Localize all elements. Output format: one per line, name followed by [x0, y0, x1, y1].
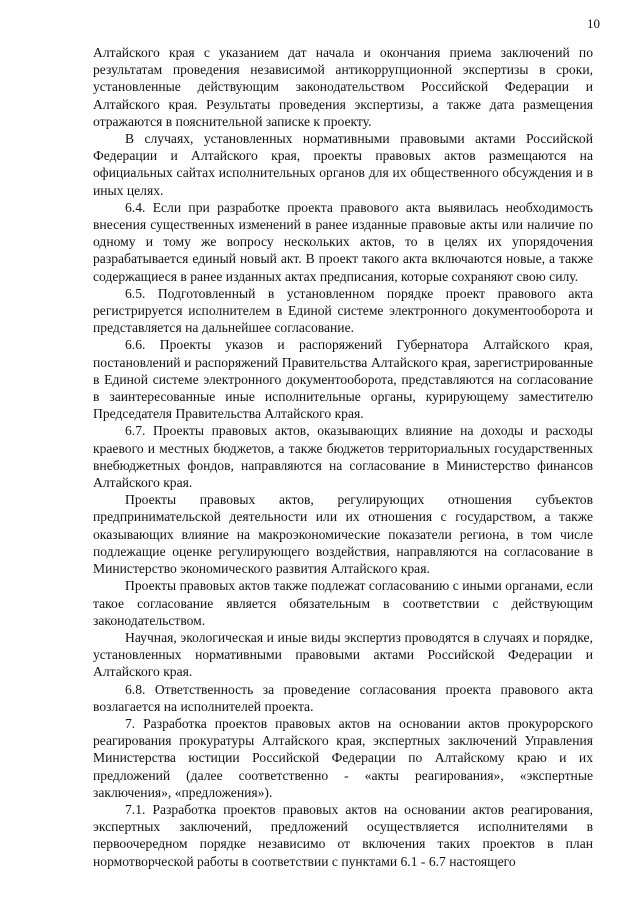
paragraph: Алтайского края с указанием дат начала и окончания приема заключений по результатам проведения независимой антикоррупционной экспертизы в сроки, установленные действующим законодательством Российской Федерации и Алтайского края. Результаты проведения экспертизы, а также дата размещения отражаются в пояснительной записке к проекту. — [93, 45, 593, 129]
paragraph: 6.7. Проекты правовых актов, оказывающих влияние на доходы и расходы краевого и местных бюджетов, а также бюджетов территориальных государственных внебюджетных фондов, направляются на согласование в Министерство финансов Алтайского края. — [93, 423, 593, 491]
page-number: 10 — [587, 16, 600, 31]
paragraph: 7. Разработка проектов правовых актов на основании актов прокурорского реагирования прокуратуры Алтайского края, экспертных заключений Управления Министерства юстиции Российской Федерации по Алтайскому краю и их предложений (далее соответственно - «акты реагирования», «экспертные заключения», «предложения»). — [93, 715, 593, 800]
paragraph: В случаях, установленных нормативными правовыми актами Российской Федерации и Алтайского края, проекты правовых актов размещаются на официальных сайтах исполнительных органов для их общественного обсуждения и в иных целях. — [93, 131, 593, 198]
paragraph: Научная, экологическая и иные виды экспертиз проводятся в случаях и порядке, установленных нормативными правовыми актами Российской Федерации и Алтайского края. — [93, 629, 593, 680]
paragraph: Проекты правовых актов, регулирующих отношения субъектов предпринимательской деятельности или их отношения с государством, а также оказывающих влияние на макроэкономические показатели региона, в том числе подлежащие оценке регулирующего воздействия, направляются на согласование в Министерство экономического развития Алтайского края. — [93, 492, 593, 577]
document-body — [93, 44, 593, 870]
paragraph: 6.5. Подготовленный в установленном порядке проект правового акта регистрируется исполнителем в Единой системе электронного документооборота и представляется на дальнейшее согласование. — [93, 285, 593, 336]
paragraph: Проекты правовых актов также подлежат согласованию с иными органами, если такое согласование является обязательным в соответствии с действующим законодательством. — [93, 578, 593, 628]
paragraph: 6.6. Проекты указов и распоряжений Губернатора Алтайского края, постановлений и распоряжений Правительства Алтайского края, зарегистрированные в Единой системе электронного документооборота, представляются на согласование в заинтересованные иные исполнительные органы, курирующему заместителю Председателя Правительства Алтайского края. — [93, 337, 593, 422]
paragraph: 6.4. Если при разработке проекта правового акта выявилась необходимость внесения существенных изменений в ранее изданные правовые акты или наличие по одному и тому же вопросу нескольких актов, то в целях их упорядочения разрабатывается единый новый акт. В проект такого акта включаются новые, а также содержащиеся в ранее изданных актах предписания, которые сохраняют свою силу. — [93, 199, 593, 284]
paragraph: 7.1. Разработка проектов правовых актов на основании актов реагирования, экспертных заключений, предложений осуществляется исполнителями в первоочередном порядке независимо от включения таких проектов в план нормотворческой работы в соответствии с пунктами 6.1 - 6.7 настоящего — [93, 801, 593, 869]
paragraph: 6.8. Ответственность за проведение согласования проекта правового акта возлагается на исполнителей проекта. — [93, 681, 593, 714]
